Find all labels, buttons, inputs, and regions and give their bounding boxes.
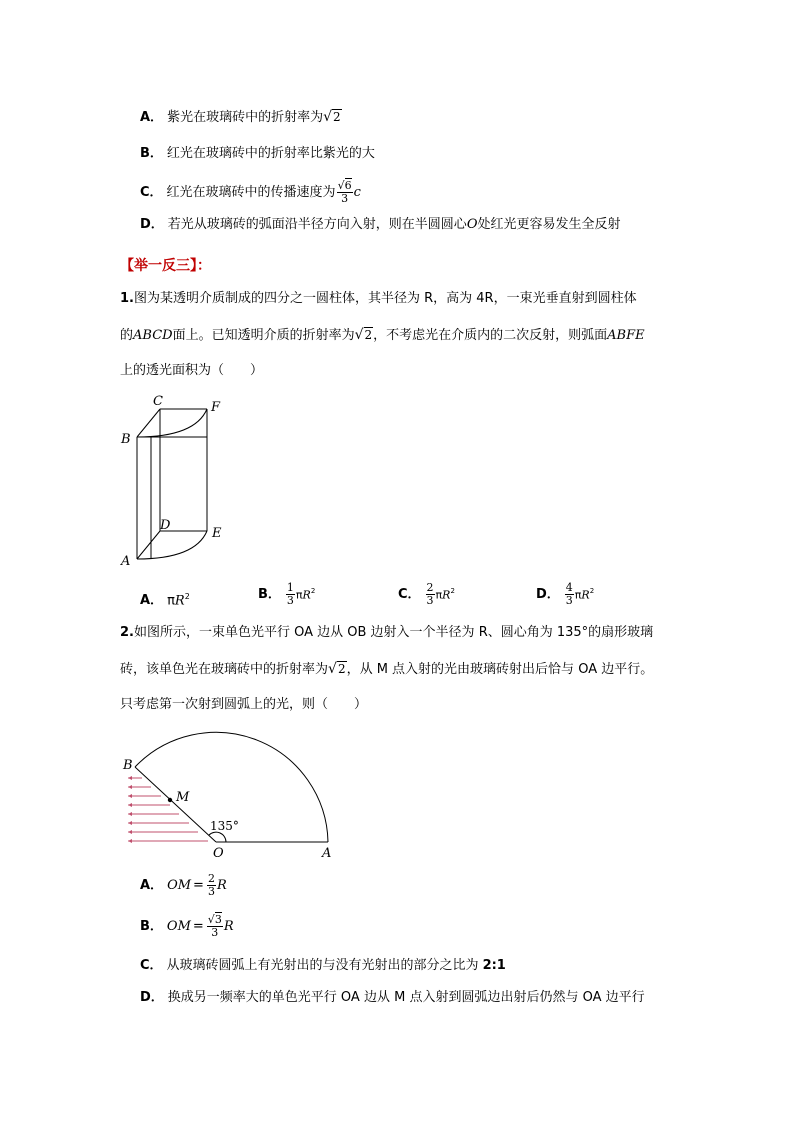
q1-label-D: D [160,518,171,533]
q2-option-c: C． 从玻璃砖圆弧上有光射出的与没有光射出的部分之比为 2:1 [140,958,506,973]
q2-label-A: A [322,846,332,861]
q2-line3: 只考虑第一次射到圆弧上的光，则（ ） [120,697,368,712]
q1-line3: 上的透光面积为（ ） [120,363,264,378]
q1-figure [115,393,245,573]
q2-label-B: B [123,758,133,773]
q1-label-A: A [121,554,131,569]
light-rays [128,778,208,841]
q1-line2: 的ABCD面上。已知透明介质的折射率为√2，不考虑光在介质内的二次反射，则弧面ABFE [120,327,645,343]
q2-option-b: B． OM = $\frac{√3}{3}$ R [140,913,234,939]
q1-option-a: A． $\pi R^2$ [140,592,190,609]
q2-figure [118,725,343,865]
q2-label-angle: 135° [210,819,239,833]
prev-option-a: A． 紫光在玻璃砖中的折射率为√2 [140,109,341,125]
q1-option-c: C． $\frac{2}{3}$ $\pi R^2$ [398,581,455,608]
prev-option-b: B． 红光在玻璃砖中的折射率比紫光的大 [140,146,375,161]
q1-label-F: F [211,400,221,415]
q2-line1: 2.如图所示，一束单色光平行 OA 边从 OB 边射入一个半径为 R、圆心角为 135°的扇形玻璃 [120,625,654,640]
q2-label-O: O [213,846,224,861]
q2-label-M: M [176,790,190,805]
q2-line2: 砖，该单色光在玻璃砖中的折射率为√2，从 M 点入射的光由玻璃砖射出后恰与 OA 边平行。 [120,661,654,677]
q2-option-a: A． OM = $\frac{2}{3}$ R [140,872,227,898]
prev-option-c: C． 红光在玻璃砖中的传播速度为 $\frac{√6}{3}$ c [140,179,361,205]
q1-line1: 1.图为某透明介质制成的四分之一圆柱体，其半径为 R，高为 4R，一束光垂直射到圆柱体 [120,291,637,306]
q1-label-E: E [212,526,222,541]
section-heading: 【举一反三】： [120,258,211,274]
q1-option-b: B． $\frac{1}{3}$ $\pi R^2$ [258,581,316,608]
point-M [168,798,172,802]
ray-arrows [128,776,132,843]
q1-option-d: D． $\frac{4}{3}$ $\pi R^2$ [536,581,595,608]
q1-label-B: B [121,432,131,447]
prev-option-d: D． 若光从玻璃砖的弧面沿半径方向入射，则在半圆圆心O处红光更容易发生全反射 [140,217,621,232]
q2-option-d: D． 换成另一频率大的单色光平行 OA 边从 M 点入射到圆弧边出射后仍然与 OA 边平行 [140,990,645,1005]
q1-label-C: C [153,394,163,409]
